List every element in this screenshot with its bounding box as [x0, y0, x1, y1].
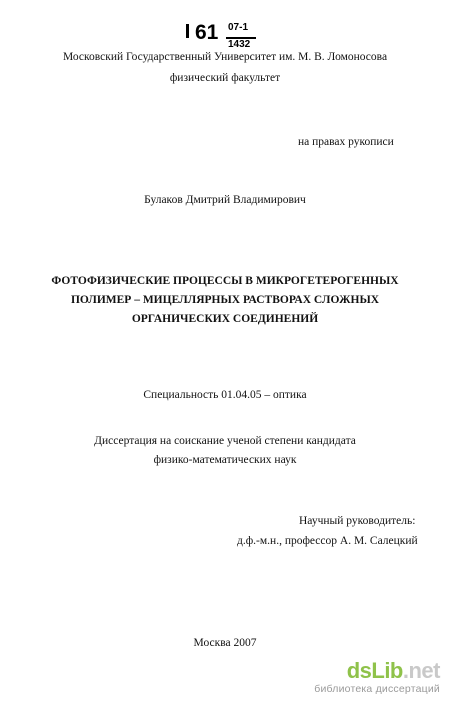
supervisor-label: Научный руководитель: [299, 515, 416, 527]
rights-note: на правах рукописи [298, 136, 394, 148]
degree-line: Диссертация на соискание ученой степени кандидата [94, 435, 356, 447]
title-line: ОРГАНИЧЕСКИХ СОЕДИНЕНИЙ [131, 313, 319, 325]
stamp-mark [186, 24, 189, 38]
stamp-number: 61 [195, 21, 219, 44]
title-line: ПОЛИМЕР – МИЦЕЛЛЯРНЫХ РАСТВОРАХ СЛОЖНЫХ [70, 294, 380, 306]
city-year: Москва 2007 [193, 637, 257, 649]
logo-brand-primary: dsLib [346, 658, 403, 683]
library-stamp [186, 20, 266, 54]
university-name: Московский Государственный Университет им. М. В. Ломоносова [62, 51, 388, 63]
logo-wordmark [347, 659, 440, 683]
logo-tagline: библиотека диссертаций [314, 683, 440, 695]
specialty: Специальность 01.04.05 – оптика [143, 389, 307, 401]
logo-brand-domain: .net [402, 658, 440, 683]
supervisor-name: д.ф.-м.н., профессор А. М. Салецкий [237, 535, 418, 547]
faculty-name: физический факультет [169, 72, 281, 84]
stamp-top-code: 07-1 [228, 22, 249, 33]
dslib-watermark-logo [288, 659, 448, 699]
stamp-bottom-code: 1432 [228, 39, 251, 50]
author-name: Булаков Дмитрий Владимирович [144, 194, 306, 206]
title-line: ФОТОФИЗИЧЕСКИЕ ПРОЦЕССЫ В МИКРОГЕТЕРОГЕННЫХ [51, 275, 399, 287]
dissertation-title [0, 272, 450, 329]
degree-field: физико-математических наук [153, 454, 297, 466]
